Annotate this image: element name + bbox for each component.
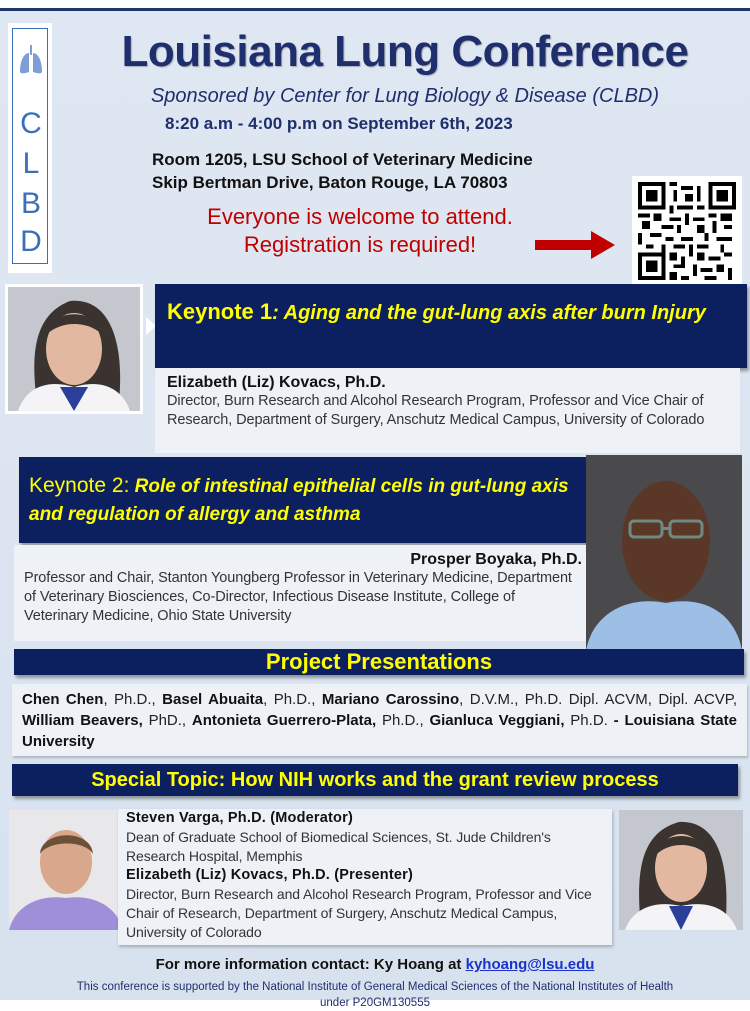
presenter-credentials: , Ph.D.,	[263, 691, 322, 708]
contact-prefix: For more information contact: Ky Hoang at	[155, 956, 466, 973]
presenter-credentials: Ph.D.,	[376, 712, 430, 729]
keynote2-title: Role of intestinal epithelial cells in gut-lung axis and regulation of allergy and asthma	[29, 476, 569, 525]
presenter-name: William Beavers,	[22, 712, 143, 729]
venue-line-1: Room 1205, LSU School of Veterinary Medicine	[152, 150, 533, 169]
presenter-credentials: Ph.D.	[564, 712, 614, 729]
contact-email-link[interactable]: kyhoang@lsu.edu	[465, 956, 595, 973]
keynote2-speaker-description: Professor and Chair, Stanton Youngberg Professor in Veterinary Medicine, Department of Veterinary Biosciences, Co-Director, Infectious Disease Institute, College of Veterinary Medicine, Ohio State University	[24, 570, 572, 624]
logo-letter-b: B	[20, 187, 41, 220]
sponsor-line: Sponsored by Center for Lung Biology & Disease (CLBD)	[150, 85, 660, 107]
keynote1-label: Keynote 1	[167, 299, 273, 324]
moderator-photo	[9, 810, 123, 930]
welcome-line-1: Everyone is welcome to attend.	[207, 204, 513, 229]
arrow-right-icon	[535, 231, 615, 259]
keynote1-speaker-description: Director, Burn Research and Alcohol Research Program, Professor and Vice Chair of Research, Department of Surgery, Anschutz Medical Campus, University of Colorado	[167, 393, 705, 428]
keynote2-speaker-name: Prosper Boyaka, Ph.D.	[410, 551, 582, 568]
keynote2-banner	[19, 457, 587, 543]
person-photo-icon	[8, 287, 140, 411]
logo-letter-d: D	[20, 225, 42, 258]
keynote1-speaker-info	[155, 368, 740, 453]
project-presentations-banner: Project Presentations	[14, 649, 744, 675]
venue-address	[152, 148, 533, 194]
moderator-name: Steven Varga, Ph.D. (Moderator)	[126, 810, 353, 826]
presenter-credentials: , Ph.D.,	[103, 691, 163, 708]
funding-line-2: under P20GM130555	[320, 997, 430, 1009]
special-topic-speakers	[118, 809, 612, 945]
presenter-name: Antonieta Guerrero-Plata,	[191, 712, 377, 729]
presenter-name: Mariano Carossino	[321, 691, 460, 708]
keynote1-speaker-photo	[5, 284, 143, 414]
keynote1-title: : Aging and the gut-lung axis after burn Injury	[272, 302, 706, 324]
project-presenters-list	[12, 684, 747, 756]
presenter-credentials: PhD.,	[142, 712, 192, 729]
moderator-description: Dean of Graduate School of Biomedical Sciences, St. Jude Children's Research Hospital, Memphis	[126, 829, 551, 864]
keynote1-banner	[155, 284, 747, 368]
logo-letter-l: L	[22, 147, 40, 180]
registration-required: Registration is required!	[243, 232, 477, 257]
presenter-name: Gianluca Veggiani,	[429, 712, 565, 729]
lungs-icon	[19, 45, 43, 75]
presenter-name: Elizabeth (Liz) Kovacs, Ph.D. (Presenter)	[126, 867, 413, 883]
funding-statement	[0, 979, 750, 1011]
keynote1-speaker-name: Elizabeth (Liz) Kovacs, Ph.D.	[167, 374, 386, 391]
venue-line-2: Skip Bertman Drive, Baton Rouge, LA 70803	[152, 173, 508, 192]
keynote2-speaker-photo	[586, 455, 742, 651]
presenter-name: Chen Chen	[22, 691, 104, 708]
event-datetime: 8:20 a.m - 4:00 p.m on September 6th, 2023	[165, 114, 513, 133]
presenter-description: Director, Burn Research and Alcohol Research Program, Professor and Vice Chair of Research, Department of Surgery, Anschutz Medical Campus, University of Colorado	[126, 886, 592, 940]
page-title: Louisiana Lung Conference	[121, 27, 689, 76]
person-photo-icon	[9, 810, 123, 930]
presenter-photo	[619, 810, 743, 930]
keynote2-label: Keynote 2:	[29, 474, 130, 497]
logo-letter-c: C	[20, 107, 42, 140]
presenter-institution: - Louisiana State University	[22, 712, 737, 750]
presenter-name: Basel Abuaita	[162, 691, 264, 708]
welcome-message	[160, 203, 560, 259]
person-photo-icon	[586, 455, 742, 651]
registration-qr-code[interactable]	[632, 176, 742, 286]
qr-code-icon	[638, 182, 736, 280]
special-topic-banner: Special Topic: How NIH works and the grant review process	[12, 764, 738, 796]
person-photo-icon	[619, 810, 743, 930]
presenter-credentials: , D.V.M., Ph.D. Dipl. ACVM, Dipl. ACVP,	[459, 691, 738, 708]
funding-line-1: This conference is supported by the National Institute of General Medical Sciences of the National Institutes of Health	[76, 981, 674, 993]
flyer-page	[0, 8, 750, 1009]
clbd-logo	[8, 23, 52, 273]
contact-line	[0, 956, 750, 973]
keynote2-speaker-info	[14, 545, 586, 641]
